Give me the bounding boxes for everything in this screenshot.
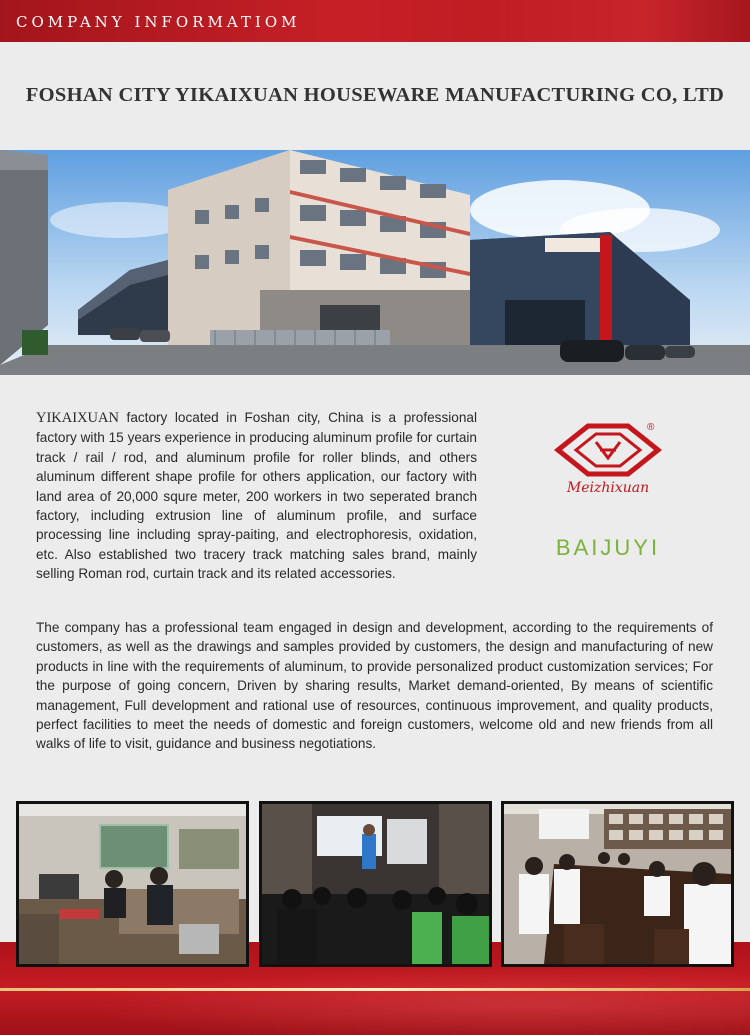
factory-illustration: [0, 150, 750, 375]
bottom-gold-line: [0, 988, 750, 991]
company-description: The company has a professional team engaged in design and development, according to the requirements of customers, as well as the drawings and samples provided by customers, the design and manufacturing of new products in line with the requirements of aluminum, to provide personalized product customization services; For the purpose of going concern, Driven by sharing results, Market demand-oriented, By means of scientific management, Full development and rational use of resources, continuous improvement, and quality products, perfect facilities to meet the needs of domestic and foreign customers, welcome old and new friends from all walks of life to visit, guidance and business negotiations.: [36, 620, 713, 752]
bottom-gloss: [0, 960, 750, 1035]
logo-name: Meizhixuan: [566, 480, 650, 496]
conference-illustration: [504, 804, 731, 964]
registered-mark: ®: [647, 422, 655, 433]
office-photo: [16, 801, 249, 967]
banner-shade: [490, 0, 750, 42]
office-photo: [501, 801, 734, 967]
header-banner: [0, 0, 750, 42]
office-photo: [259, 801, 492, 967]
baijuyi-brand: BAIJUYI: [555, 535, 661, 560]
team-meeting-illustration: [262, 804, 489, 964]
company-name: FOSHAN CITY YIKAIXUAN HOUSEWARE MANUFACTURING CO, LTD: [25, 84, 725, 106]
banner-title: COMPANY INFORMATIOM: [16, 13, 301, 31]
intro-text: factory located in Foshan city, China is a professional factory with 15 years experience in producing aluminum profile for curtain track / rail / rod, and aluminum profile for roller blinds, and others aluminum different shape profile for others application, our factory with land area of 20,000 squre meter, 200 workers in two seperated branch factory, including extrusion line of aluminum profile, and surface processing line including spray-paiting, and electrophoresis, oxidation, etc. Also established two tracery track matching sales brand, mainly selling Roman rod, curtain track and its related accessories.: [36, 410, 477, 582]
factory-photo: [0, 150, 750, 375]
intro-brand-word: YIKAIXUAN: [36, 410, 119, 426]
intro-paragraph: [36, 408, 477, 584]
office-illustration: [19, 804, 246, 964]
